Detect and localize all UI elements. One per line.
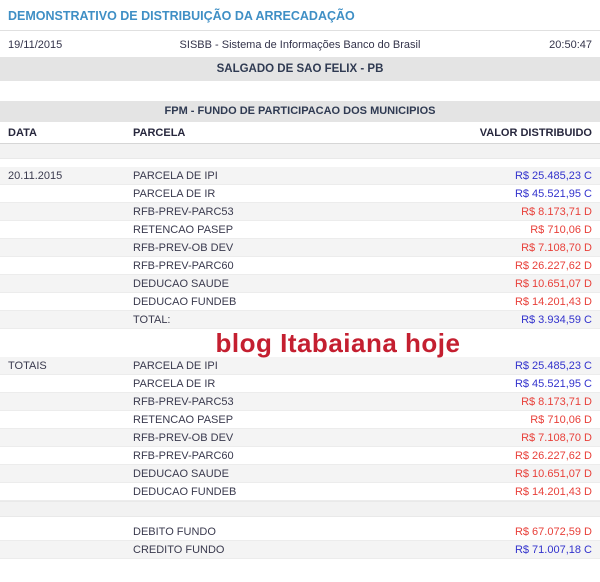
table-row xyxy=(0,311,600,329)
row-value: R$ 8.173,71 D xyxy=(521,206,592,218)
table-row xyxy=(0,523,600,541)
row-value: R$ 14.201,43 D xyxy=(514,296,592,308)
fund-summary-section xyxy=(0,523,600,559)
row-value: R$ 710,06 D xyxy=(530,224,592,236)
row-parcel-name: CREDITO FUNDO xyxy=(133,544,225,556)
row-parcel-name: RETENCAO PASEP xyxy=(133,224,234,236)
row-value: R$ 7.108,70 D xyxy=(521,242,592,254)
row-date-label: TOTAIS xyxy=(8,360,47,372)
system-name: SISBB - Sistema de Informações Banco do Brasil xyxy=(179,39,421,51)
table-row xyxy=(0,447,600,465)
row-value: R$ 710,06 D xyxy=(530,414,592,426)
table-row xyxy=(0,429,600,447)
empty-spacer-row xyxy=(0,501,600,517)
row-value: R$ 3.934,59 C xyxy=(521,314,592,326)
row-value: R$ 8.173,71 D xyxy=(521,396,592,408)
row-parcel-name: DEDUCAO FUNDEB xyxy=(133,486,237,498)
row-value: R$ 67.072,59 D xyxy=(514,526,592,538)
watermark-text: blog Itabaiana hoje xyxy=(215,327,461,358)
table-row xyxy=(0,257,600,275)
column-header-date: DATA xyxy=(8,127,37,139)
row-value: R$ 45.521,95 C xyxy=(514,378,592,390)
row-parcel-name: RFB-PREV-PARC53 xyxy=(133,396,234,408)
row-date-label xyxy=(8,429,133,446)
column-header-parcel: PARCELA xyxy=(133,127,186,139)
row-parcel-name: RFB-PREV-PARC53 xyxy=(133,206,234,218)
white-spacer xyxy=(0,159,600,167)
row-date-label xyxy=(8,447,133,464)
totals-section xyxy=(0,357,600,501)
row-date-label xyxy=(8,203,133,220)
row-value: R$ 25.485,23 C xyxy=(514,360,592,372)
row-value: R$ 26.227,62 D xyxy=(514,450,592,462)
empty-spacer-row xyxy=(0,144,600,159)
row-date-label xyxy=(8,185,133,202)
row-parcel-name: RFB-PREV-OB DEV xyxy=(133,242,234,254)
row-parcel-name: PARCELA DE IR xyxy=(133,188,216,200)
row-parcel-name: DEBITO FUNDO xyxy=(133,526,216,538)
row-parcel-name: TOTAL: xyxy=(133,314,171,326)
row-date-label xyxy=(8,293,133,310)
row-value: R$ 14.201,43 D xyxy=(514,486,592,498)
daily-distribution-section xyxy=(0,167,600,329)
row-parcel-name: RETENCAO PASEP xyxy=(133,414,234,426)
row-parcel-name: DEDUCAO SAUDE xyxy=(133,468,229,480)
table-row xyxy=(0,221,600,239)
report-time: 20:50:47 xyxy=(549,39,592,51)
title-bar xyxy=(0,0,600,31)
table-row xyxy=(0,483,600,501)
row-date-label xyxy=(8,465,133,482)
row-value: R$ 26.227,62 D xyxy=(514,260,592,272)
watermark-band xyxy=(0,329,600,357)
table-row xyxy=(0,393,600,411)
row-parcel-name: PARCELA DE IR xyxy=(133,378,216,390)
row-value: R$ 71.007,18 C xyxy=(514,544,592,556)
row-date-label xyxy=(8,411,133,428)
row-value: R$ 7.108,70 D xyxy=(521,432,592,444)
row-value: R$ 45.521,95 C xyxy=(514,188,592,200)
table-row xyxy=(0,411,600,429)
row-date-label: 20.11.2015 xyxy=(8,170,63,182)
table-header-row xyxy=(0,122,600,144)
row-parcel-name: RFB-PREV-PARC60 xyxy=(133,260,234,272)
row-value: R$ 10.651,07 D xyxy=(514,278,592,290)
row-parcel-name: RFB-PREV-OB DEV xyxy=(133,432,234,444)
row-parcel-name: PARCELA DE IPI xyxy=(133,170,218,182)
fund-banner: FPM - FUNDO DE PARTICIPACAO DOS MUNICIPIOS xyxy=(0,101,600,122)
municipality-banner: SALGADO DE SAO FELIX - PB xyxy=(0,57,600,81)
row-value: R$ 10.651,07 D xyxy=(514,468,592,480)
table-row xyxy=(0,375,600,393)
column-header-value: VALOR DISTRIBUIDO xyxy=(479,127,592,139)
table-row xyxy=(0,167,600,185)
row-date-label xyxy=(8,541,133,558)
table-row xyxy=(0,185,600,203)
row-date-label xyxy=(8,375,133,392)
row-date-label xyxy=(8,221,133,238)
row-parcel-name: PARCELA DE IPI xyxy=(133,360,218,372)
page-title: DEMONSTRATIVO DE DISTRIBUIÇÃO DA ARRECADAÇÃO xyxy=(8,9,355,23)
table-row xyxy=(0,275,600,293)
table-row xyxy=(0,465,600,483)
row-date-label xyxy=(8,393,133,410)
report-date: 19/11/2015 xyxy=(8,39,63,51)
table-row xyxy=(0,239,600,257)
row-value: R$ 25.485,23 C xyxy=(514,170,592,182)
row-date-label xyxy=(8,483,133,500)
row-date-label xyxy=(8,311,133,328)
row-date-label xyxy=(8,239,133,256)
table-row xyxy=(0,203,600,221)
session-info-row xyxy=(0,31,600,57)
table-row xyxy=(0,541,600,559)
table-row xyxy=(0,293,600,311)
table-row xyxy=(0,357,600,375)
row-parcel-name: RFB-PREV-PARC60 xyxy=(133,450,234,462)
row-date-label xyxy=(8,257,133,274)
row-parcel-name: DEDUCAO FUNDEB xyxy=(133,296,237,308)
row-parcel-name: DEDUCAO SAUDE xyxy=(133,278,229,290)
row-date-label xyxy=(8,275,133,292)
row-date-label xyxy=(8,523,133,540)
